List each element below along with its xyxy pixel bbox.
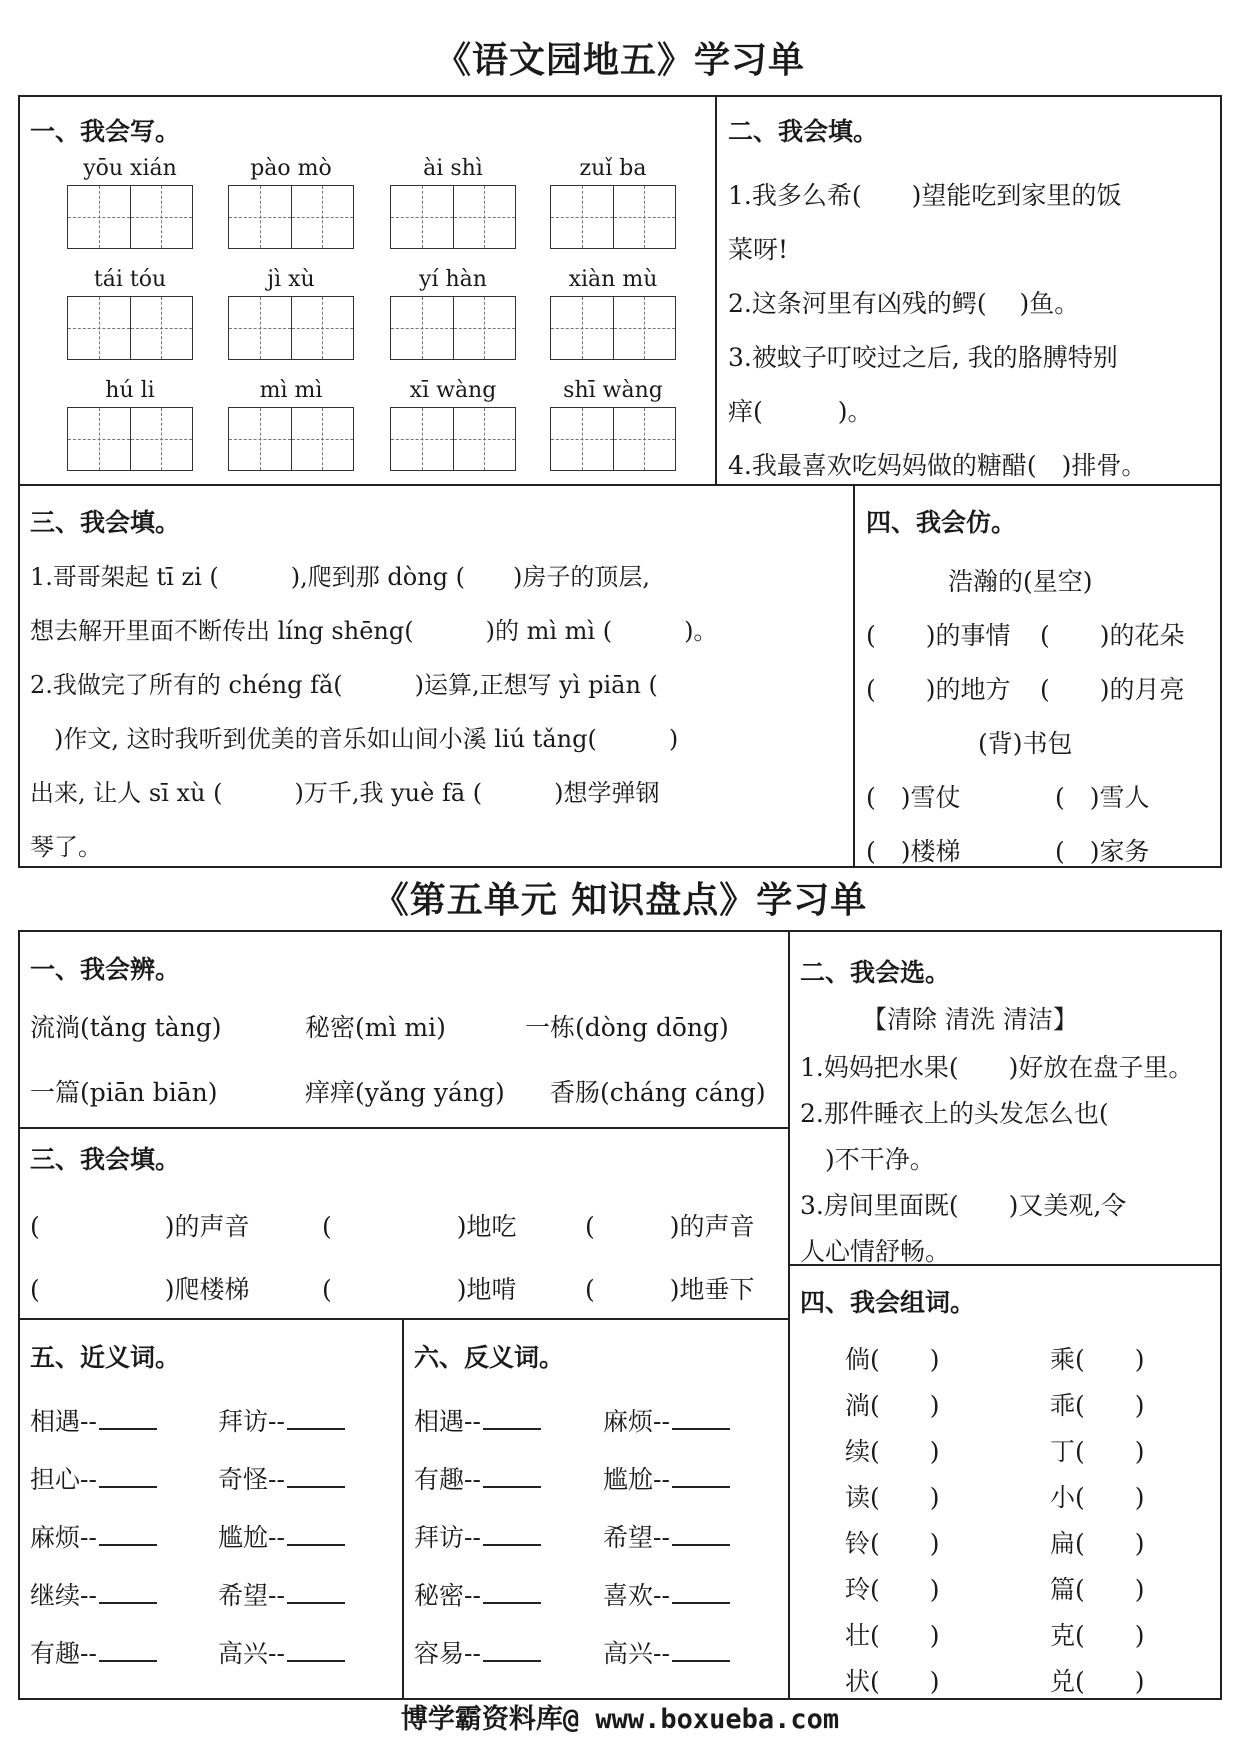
section-heading: 一、我会辨。 <box>30 955 181 984</box>
writing-box[interactable] <box>550 185 676 249</box>
word-building-item: 丁( ) <box>1050 1437 1145 1466</box>
footer-watermark: 博学霸资料库@ www.boxueba.com <box>400 1704 840 1735</box>
section-heading: 三、我会填。 <box>30 1145 181 1174</box>
imitation-item: ( )楼梯 <box>866 837 961 866</box>
exercise-line: 2.我做完了所有的 chéng fǎ( )运算,正想写 yì piān ( <box>30 671 658 699</box>
answer-blank[interactable] <box>287 1580 345 1604</box>
writing-box[interactable] <box>390 407 516 471</box>
fill-phrase: ( )地吃 <box>322 1212 517 1241</box>
exercise-line: )作文, 这时我听到优美的音乐如山间小溪 liú tǎng( ) <box>30 725 679 753</box>
writing-box[interactable] <box>67 296 193 360</box>
answer-blank[interactable] <box>99 1522 157 1546</box>
antonym-item <box>603 1634 730 1670</box>
synonym-word: 担心-- <box>30 1465 97 1494</box>
pinyin-label: xiàn mù <box>568 267 658 292</box>
writing-box[interactable] <box>228 296 354 360</box>
antonym-item <box>603 1576 730 1612</box>
section-heading: 二、我会选。 <box>800 958 951 987</box>
word-building-item: 兑( ) <box>1050 1667 1145 1696</box>
word-building-item: 乘( ) <box>1050 1345 1145 1374</box>
example-phrase: 浩瀚的(星空) <box>948 567 1093 596</box>
antonym-item <box>414 1634 541 1670</box>
antonym-item <box>414 1518 541 1554</box>
synonym-item <box>218 1402 345 1438</box>
synonym-item <box>30 1460 157 1496</box>
divider <box>715 95 717 485</box>
exercise-line: )不干净。 <box>800 1145 935 1174</box>
fill-phrase: ( )地垂下 <box>585 1275 755 1304</box>
exercise-line: 3.房间里面既( )又美观,令 <box>800 1191 1127 1220</box>
answer-blank[interactable] <box>287 1522 345 1546</box>
fill-phrase: ( )的声音 <box>585 1212 755 1241</box>
answer-blank[interactable] <box>99 1638 157 1662</box>
word-building-item: 续( ) <box>845 1437 940 1466</box>
pinyin-label: tái tóu <box>93 267 167 292</box>
word-building-item: 倘( ) <box>845 1345 940 1374</box>
writing-box[interactable] <box>390 185 516 249</box>
writing-box[interactable] <box>67 407 193 471</box>
imitation-item: ( )的地方 <box>866 675 1011 704</box>
antonym-item <box>414 1576 541 1612</box>
imitation-item: ( )雪仗 <box>866 783 961 812</box>
exercise-line: 4.我最喜欢吃妈妈做的糖醋( )排骨。 <box>728 451 1147 480</box>
answer-blank[interactable] <box>287 1464 345 1488</box>
exercise-line: 3.被蚊子叮咬过之后, 我的胳膊特别 <box>728 343 1118 372</box>
pinyin-label: xī wàng <box>409 378 497 403</box>
exercise-line: 2.那件睡衣上的头发怎么也( <box>800 1099 1109 1128</box>
synonym-word: 尴尬-- <box>218 1523 285 1552</box>
antonym-item <box>603 1402 730 1438</box>
answer-blank[interactable] <box>672 1580 730 1604</box>
word-building-item: 玲( ) <box>845 1575 940 1604</box>
antonym-word: 秘密-- <box>414 1581 481 1610</box>
exercise-line: 菜呀! <box>728 235 789 264</box>
pronunciation-choice: 一栋(dòng dōng) <box>525 1013 729 1042</box>
word-building-item: 状( ) <box>845 1667 940 1696</box>
exercise-line: 1.哥哥架起 tī zi ( ),爬到那 dòng ( )房子的顶层, <box>30 563 651 591</box>
answer-blank[interactable] <box>99 1406 157 1430</box>
section-heading: 五、近义词。 <box>30 1343 181 1372</box>
pinyin-label: jì xù <box>267 267 315 292</box>
synonym-word: 高兴-- <box>218 1639 285 1668</box>
exercise-line: 琴了。 <box>30 833 102 861</box>
exercise-line: 出来, 让人 sī xù ( )万千,我 yuè fā ( )想学弹钢 <box>30 779 660 807</box>
word-building-item: 扁( ) <box>1050 1529 1145 1558</box>
antonym-word: 相遇-- <box>414 1407 481 1436</box>
synonym-item <box>30 1402 157 1438</box>
pinyin-label: ài shì <box>423 156 483 181</box>
synonym-word: 有趣-- <box>30 1639 97 1668</box>
writing-box[interactable] <box>390 296 516 360</box>
answer-blank[interactable] <box>99 1464 157 1488</box>
imitation-item: ( )的花朵 <box>1040 621 1185 650</box>
pinyin-label: zuǐ ba <box>579 156 647 181</box>
sheet1-title: 《语文园地五》学习单 <box>434 40 805 81</box>
answer-blank[interactable] <box>672 1522 730 1546</box>
antonym-word: 有趣-- <box>414 1465 481 1494</box>
exercise-line: 1.妈妈把水果( )好放在盘子里。 <box>800 1053 1194 1082</box>
imitation-item: ( )的事情 <box>866 621 1011 650</box>
word-building-item: 铃( ) <box>845 1529 940 1558</box>
word-options: 【清除 清洗 清洁】 <box>862 1005 1078 1034</box>
synonym-word: 奇怪-- <box>218 1465 285 1494</box>
pronunciation-choice: 流淌(tǎng tàng) <box>30 1013 222 1042</box>
answer-blank[interactable] <box>672 1638 730 1662</box>
antonym-item <box>603 1518 730 1554</box>
exercise-line: 想去解开里面不断传出 líng shēng( )的 mì mì ( )。 <box>30 617 718 645</box>
fill-phrase: ( )爬楼梯 <box>30 1275 250 1304</box>
antonym-word: 麻烦-- <box>603 1407 670 1436</box>
antonym-word: 希望-- <box>603 1523 670 1552</box>
section-heading: 四、我会组词。 <box>800 1288 976 1317</box>
synonym-word: 相遇-- <box>30 1407 97 1436</box>
word-building-item: 读( ) <box>845 1483 940 1512</box>
word-building-item: 篇( ) <box>1050 1575 1145 1604</box>
synonym-item <box>218 1460 345 1496</box>
writing-box[interactable] <box>550 407 676 471</box>
answer-blank[interactable] <box>483 1406 541 1430</box>
answer-blank[interactable] <box>483 1464 541 1488</box>
antonym-word: 容易-- <box>414 1639 481 1668</box>
synonym-item <box>30 1634 157 1670</box>
word-building-item: 淌( ) <box>845 1391 940 1420</box>
pronunciation-choice: 秘密(mì mi) <box>305 1013 446 1042</box>
answer-blank[interactable] <box>99 1580 157 1604</box>
answer-blank[interactable] <box>483 1638 541 1662</box>
writing-box[interactable] <box>550 296 676 360</box>
section-heading: 二、我会填。 <box>728 117 879 146</box>
divider <box>402 1318 404 1700</box>
fill-phrase: ( )地啃 <box>322 1275 517 1304</box>
section-heading: 四、我会仿。 <box>866 508 1017 537</box>
sheet2-title: 《第五单元 知识盘点》学习单 <box>372 880 868 921</box>
section-heading: 三、我会填。 <box>30 508 181 537</box>
synonym-item <box>218 1518 345 1554</box>
exercise-line: 痒( )。 <box>728 397 873 426</box>
section-heading: 六、反义词。 <box>414 1343 565 1372</box>
answer-blank[interactable] <box>483 1522 541 1546</box>
imitation-item: ( )雪人 <box>1055 783 1150 812</box>
writing-box[interactable] <box>67 185 193 249</box>
exercise-line: 2.这条河里有凶残的鳄( )鱼。 <box>728 289 1080 318</box>
answer-blank[interactable] <box>483 1580 541 1604</box>
pinyin-label: yōu xián <box>83 156 177 181</box>
antonym-item <box>603 1460 730 1496</box>
fill-phrase: ( )的声音 <box>30 1212 250 1241</box>
answer-blank[interactable] <box>287 1406 345 1430</box>
antonym-word: 尴尬-- <box>603 1465 670 1494</box>
synonym-word: 麻烦-- <box>30 1523 97 1552</box>
pinyin-label: pào mò <box>250 156 332 181</box>
pinyin-label: mì mì <box>259 378 323 403</box>
antonym-word: 拜访-- <box>414 1523 481 1552</box>
antonym-word: 高兴-- <box>603 1639 670 1668</box>
synonym-word: 继续-- <box>30 1581 97 1610</box>
synonym-word: 希望-- <box>218 1581 285 1610</box>
word-building-item: 壮( ) <box>845 1621 940 1650</box>
pronunciation-choice: 痒痒(yǎng yáng) <box>305 1078 505 1107</box>
word-building-item: 小( ) <box>1050 1483 1145 1512</box>
antonym-word: 喜欢-- <box>603 1581 670 1610</box>
pinyin-label: yí hàn <box>419 267 487 292</box>
pronunciation-choice: 香肠(cháng cáng) <box>550 1078 766 1107</box>
section-heading: 一、我会写。 <box>30 117 181 146</box>
synonym-item <box>30 1518 157 1554</box>
imitation-item: ( )家务 <box>1055 837 1150 866</box>
writing-box[interactable] <box>228 185 354 249</box>
answer-blank[interactable] <box>287 1638 345 1662</box>
divider <box>18 1127 789 1129</box>
answer-blank[interactable] <box>672 1406 730 1430</box>
example-phrase: (背)书包 <box>978 729 1073 758</box>
word-building-item: 乖( ) <box>1050 1391 1145 1420</box>
divider <box>18 484 1222 486</box>
imitation-item: ( )的月亮 <box>1040 675 1185 704</box>
synonym-item <box>218 1576 345 1612</box>
exercise-line: 人心情舒畅。 <box>800 1237 951 1266</box>
answer-blank[interactable] <box>672 1464 730 1488</box>
divider <box>788 930 790 1700</box>
antonym-item <box>414 1460 541 1496</box>
synonym-item <box>218 1634 345 1670</box>
word-building-item: 克( ) <box>1050 1621 1145 1650</box>
writing-box[interactable] <box>228 407 354 471</box>
pinyin-label: hú li <box>105 378 155 403</box>
pronunciation-choice: 一篇(piān biān) <box>30 1078 218 1107</box>
synonym-item <box>30 1576 157 1612</box>
exercise-line: 1.我多么希( )望能吃到家里的饭 <box>728 181 1122 210</box>
antonym-item <box>414 1402 541 1438</box>
divider <box>853 484 855 868</box>
synonym-word: 拜访-- <box>218 1407 285 1436</box>
pinyin-label: shī wàng <box>563 378 663 403</box>
